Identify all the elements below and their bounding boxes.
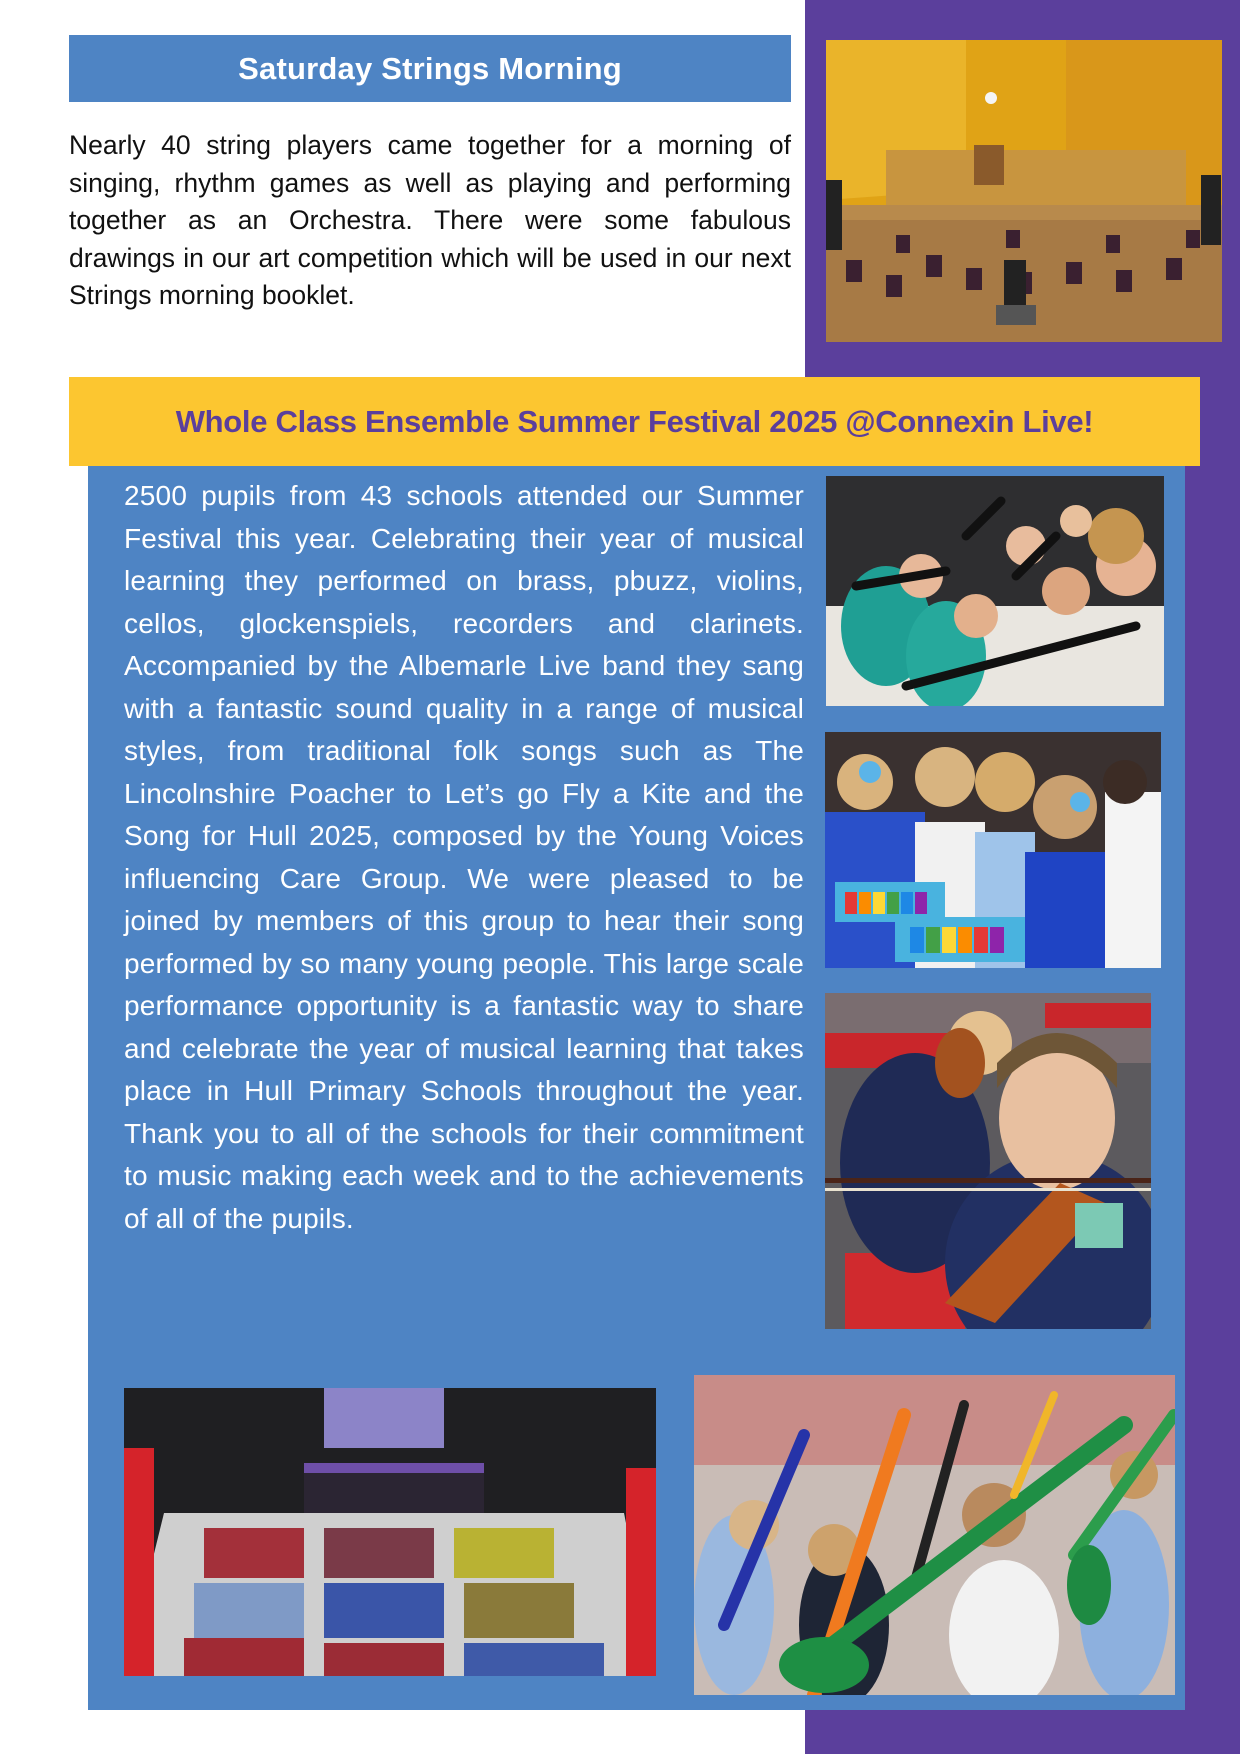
trombone-photo: [694, 1375, 1175, 1695]
glockenspiel-photo: [825, 732, 1161, 968]
festival-section-body: 2500 pupils from 43 schools attended our Summer Festival this year. Celebrating their year of musical learning they performed on brass, pbuzz, violins, cellos, glockenspiels, recorders and clarinets. Accompanied by the Albemarle Live band they sang with a fantastic sound quality in a range of musical styles, from traditional folk songs such as The Lincolnshire Poacher to Let’s go Fly a Kite and the Song for Hull 2025, composed by the Young Voices influencing Care Group. We were pleased to be joined by members of this group to hear their song performed by so many young people. This large scale performance opportunity is a fantastic way to share and celebrate the year of musical learning that takes place in Hull Primary Schools throughout the year. Thank you to all of the schools for their commitment to music making each week and to the achievements of all of the pupils.: [124, 480, 804, 1234]
strings-section-title: [69, 35, 791, 102]
festival-title-text: Whole Class Ensemble Summer Festival 2025 @Connexin Live!: [175, 403, 1094, 439]
strings-title-text: Saturday Strings Morning: [238, 50, 622, 86]
festival-section-title: [69, 377, 1200, 466]
strings-section-body: Nearly 40 string players came together for a morning of singing, rhythm games as well as playing and performing together as an Orchestra. There were some fabulous drawings in our art competition which will be used in our next Strings morning booklet.: [69, 130, 791, 310]
arena-photo: [124, 1388, 656, 1676]
strings-rehearsal-photo: [826, 40, 1222, 342]
violin-photo: [825, 993, 1151, 1329]
clarinet-photo: [826, 476, 1164, 706]
